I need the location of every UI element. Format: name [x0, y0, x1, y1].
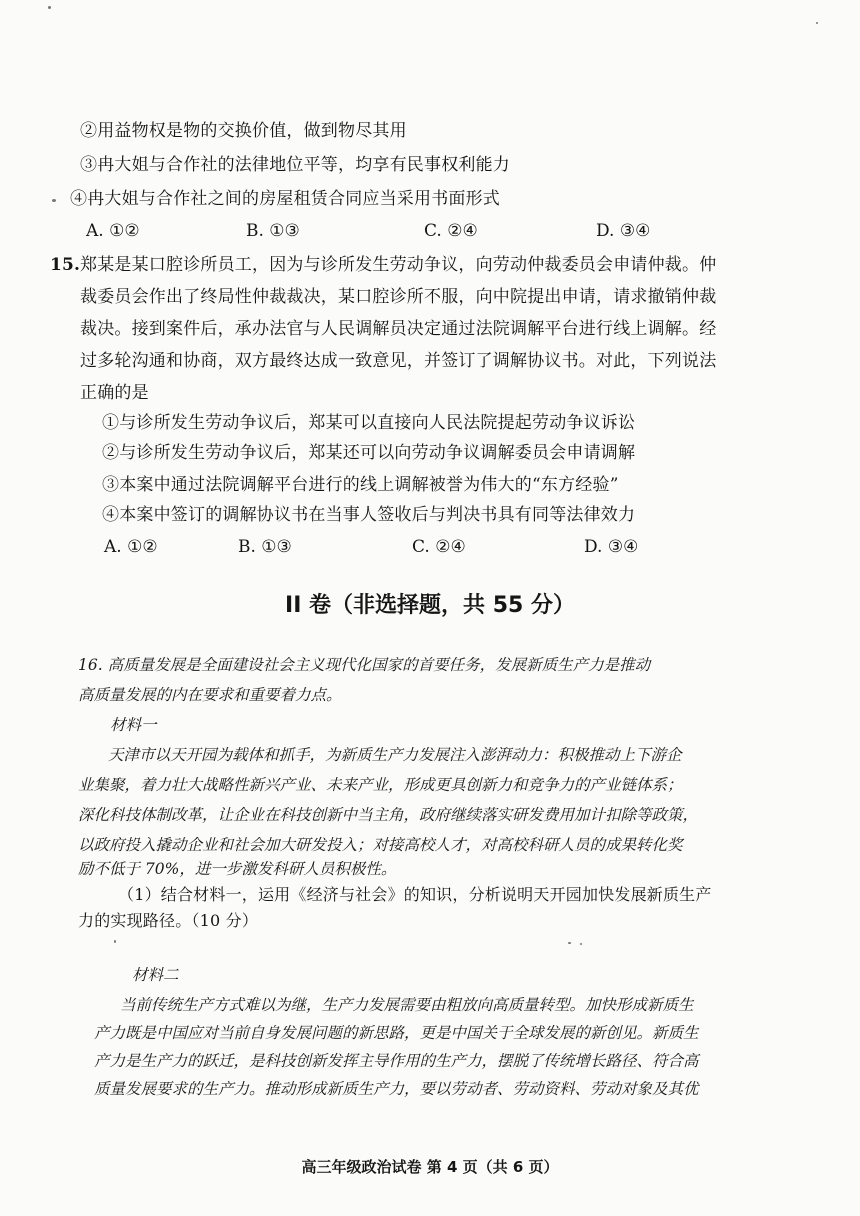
q16-material-1-line-2: 业集聚，着力壮大战略性新兴产业、未来产业，形成更具创新力和竞争力的产业链体系；	[78, 776, 683, 794]
q15-item-3: ③本案中通过法院调解平台进行的线上调解被誉为伟大的“东方经验”	[102, 475, 619, 495]
q15-stem-line-1: 郑某是某口腔诊所员工，因为与诊所发生劳动争议，向劳动仲裁委员会申请仲裁。仲	[80, 255, 717, 275]
q14-option-d: D. ③④	[596, 221, 651, 241]
section-2-title: II 卷（非选择题，共 55 分）	[285, 593, 575, 618]
scan-speck	[816, 22, 818, 24]
q15-option-b: B. ①③	[238, 537, 292, 557]
q15-option-a: A. ①②	[104, 537, 158, 557]
q16-material-2-label: 材料二	[132, 966, 179, 984]
q16-sub-1-line-1: （1）结合材料一，运用《经济与社会》的知识，分析说明天开园加快发展新质生产	[118, 885, 712, 904]
q15-item-1: ①与诊所发生劳动争议后，郑某可以直接向人民法院提起劳动争议诉讼	[102, 413, 636, 433]
q14-item-2: ②用益物权是物的交换价值，做到物尽其用	[80, 121, 407, 141]
q15-stem-line-5: 正确的是	[80, 383, 149, 403]
q15-option-d: D. ③④	[584, 537, 639, 557]
q16-material-1-line-5: 励不低于 70%，进一步激发科研人员积极性。	[78, 860, 397, 878]
page-footer: 高三年级政治试卷 第 4 页（共 6 页）	[301, 1158, 559, 1176]
q15-item-2: ②与诊所发生劳动争议后，郑某还可以向劳动争议调解委员会申请调解	[102, 443, 636, 463]
q14-item-3: ③冉大姐与合作社的法律地位平等，均享有民事权利能力	[80, 155, 510, 175]
q15-stem-line-4: 过多轮沟通和协商，双方最终达成一致意见，并签订了调解协议书。对此，下列说法	[80, 351, 717, 371]
q15-stem-line-2: 裁委员会作出了终局性仲裁裁决，某口腔诊所不服，向中院提出申请，请求撤销仲裁	[80, 287, 717, 307]
q16-sub-1-line-2: 力的实现路径。（10 分）	[78, 911, 259, 930]
q16-material-2-line-3: 产力是生产力的跃迁，是科技创新发挥主导作用的生产力，摆脱了传统增长路径、符合高	[94, 1052, 699, 1070]
q14-option-a: A. ①②	[86, 221, 140, 241]
scan-speck	[568, 942, 571, 944]
q16-intro-line-2: 高质量发展的内在要求和重要着力点。	[78, 686, 342, 704]
scan-speck	[52, 199, 56, 202]
q14-option-b: B. ①③	[246, 221, 300, 241]
scan-speck	[48, 6, 51, 9]
scan-speck	[114, 940, 116, 943]
q15-item-4: ④本案中签订的调解协议书在当事人签收后与判决书具有同等法律效力	[102, 505, 636, 525]
q16-material-1-line-4: 以政府投入撬动企业和社会加大研发投入；对接高校人才，对高校科研人员的成果转化奖	[78, 836, 683, 854]
q14-item-4: ④冉大姐与合作社之间的房屋租赁合同应当采用书面形式	[70, 189, 500, 209]
q14-option-c: C. ②④	[424, 221, 478, 241]
q16-intro-line-1: 16. 高质量发展是全面建设社会主义现代化国家的首要任务，发展新质生产力是推动	[78, 656, 651, 674]
q16-material-2-line-1: 当前传统生产方式难以为继，生产力发展需要由粗放向高质量转型。加快形成新质生	[120, 996, 694, 1014]
q16-material-1-line-3: 深化科技体制改革，让企业在科技创新中当主角，政府继续落实研发费用加计扣除等政策，	[78, 806, 699, 824]
scan-speck	[580, 943, 582, 945]
q15-stem-line-3: 裁决。接到案件后，承办法官与人民调解员决定通过法院调解平台进行线上调解。经	[80, 319, 717, 339]
q15-number: 15.	[50, 255, 81, 275]
q16-material-1-label: 材料一	[110, 716, 157, 734]
q15-option-c: C. ②④	[412, 537, 466, 557]
q16-material-2-line-4: 质量发展要求的生产力。推动形成新质生产力，要以劳动者、劳动资料、劳动对象及其优	[94, 1080, 699, 1098]
q16-material-1-line-1: 天津市以天开园为载体和抓手，为新质生产力发展注入澎湃动力：积极推动上下游企	[108, 746, 682, 764]
q16-material-2-line-2: 产力既是中国应对当前自身发展问题的新思路，更是中国关于全球发展的新创见。新质生	[94, 1024, 699, 1042]
